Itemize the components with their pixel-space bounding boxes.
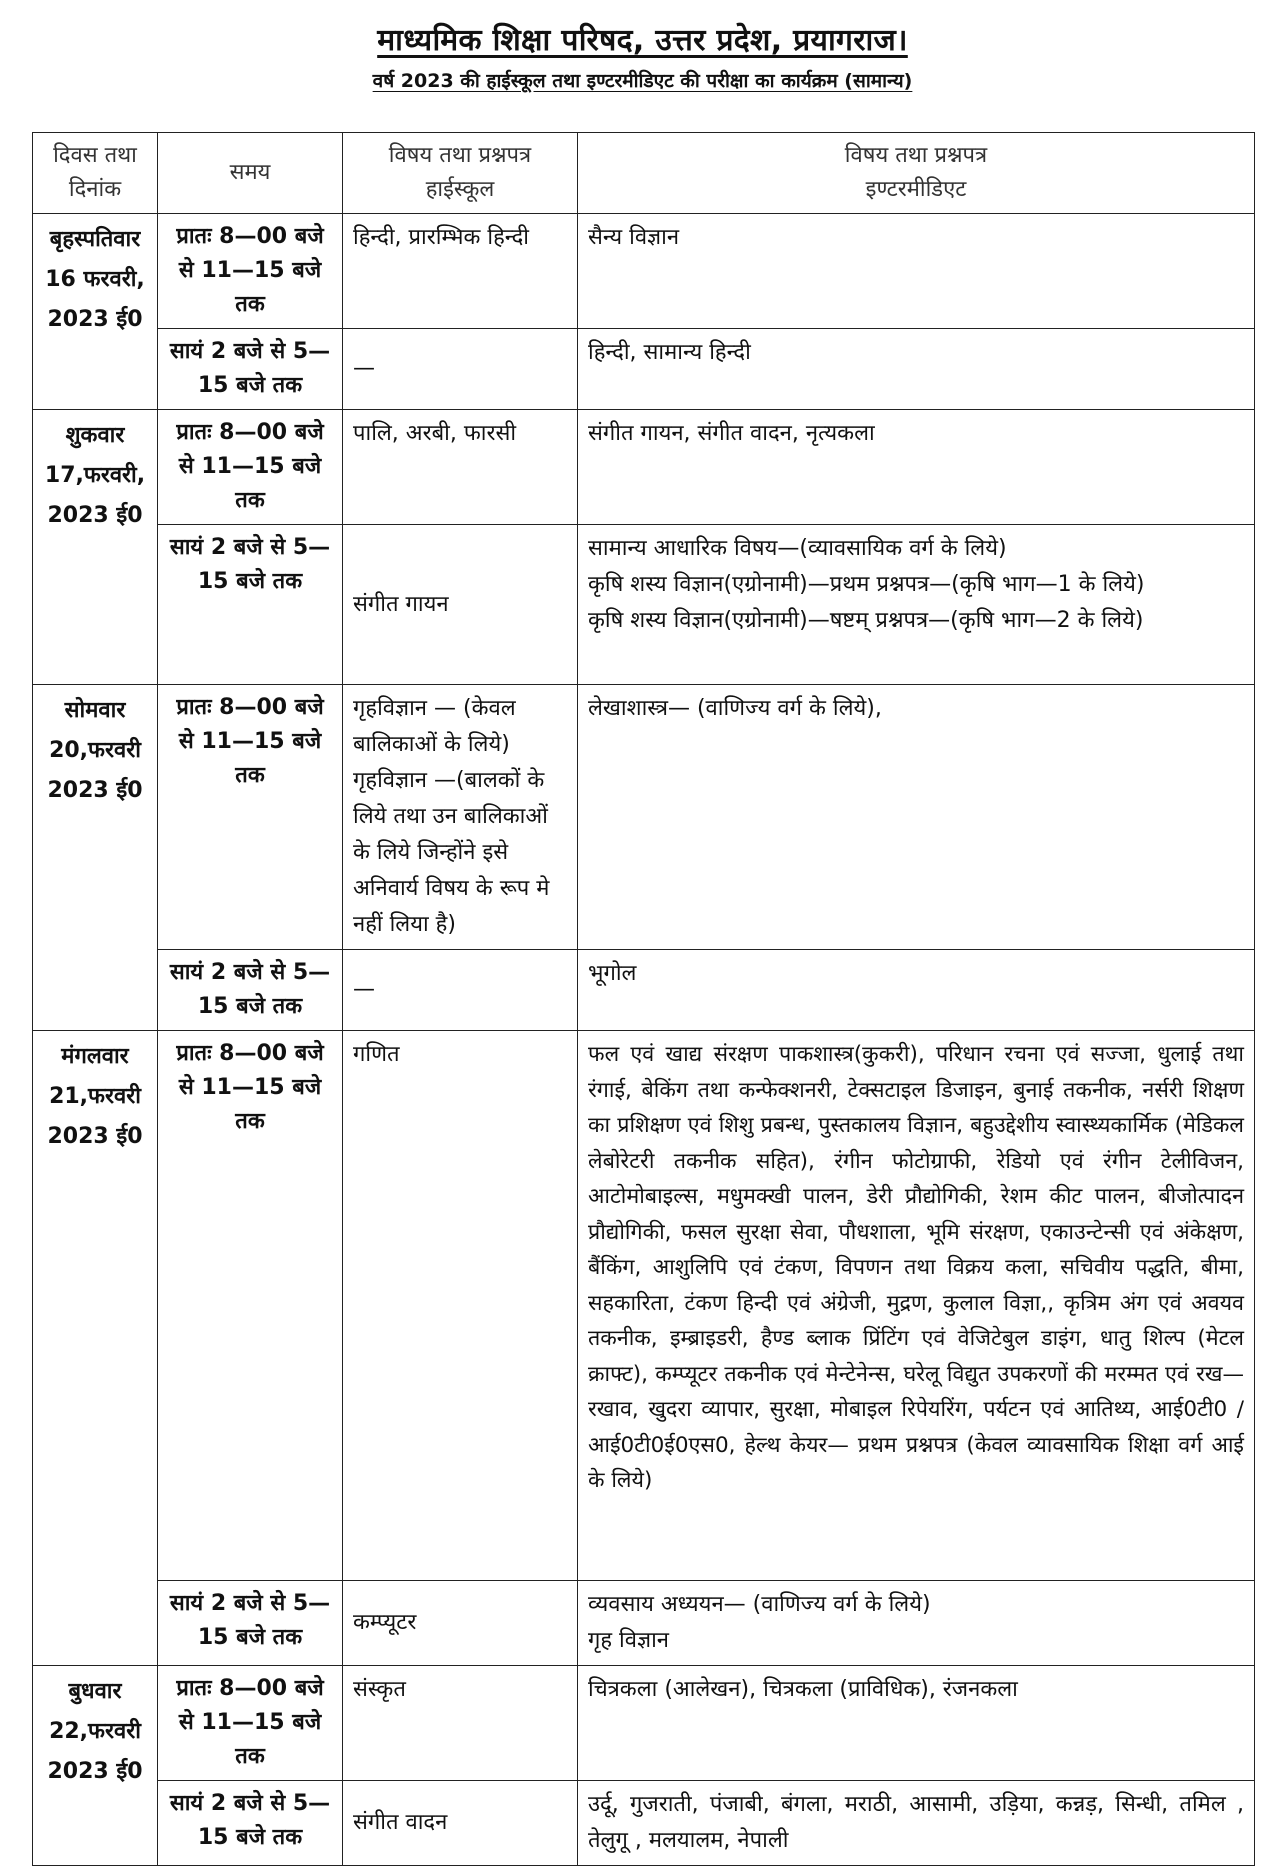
intermediate-subject-cell: उर्दू, गुजराती, पंजाबी, बंगला, मराठी, आसामी, उड़िया, कन्नड़, सिन्धी, तमिल , तेलुगू , मलयालम, नेपाली bbox=[578, 1781, 1255, 1866]
column-header-highschool-line2: हाईस्कूल bbox=[425, 177, 495, 202]
table-row bbox=[33, 410, 1255, 525]
page-title: माध्यमिक शिक्षा परिषद, उत्तर प्रदेश, प्रयागराज। bbox=[377, 23, 908, 58]
table-row bbox=[33, 685, 1255, 950]
column-header-intermediate-line1: विषय तथा प्रश्नपत्र bbox=[844, 143, 988, 168]
column-header-time: समय bbox=[158, 133, 343, 214]
highschool-subject-cell: — bbox=[343, 950, 578, 1031]
table-row bbox=[33, 950, 1255, 1031]
exam-schedule-table bbox=[32, 132, 1255, 1866]
table-header-row bbox=[33, 133, 1255, 214]
table-row bbox=[33, 214, 1255, 329]
table-row bbox=[33, 1031, 1255, 1581]
column-header-highschool-line1: विषय तथा प्रश्नपत्र bbox=[388, 143, 532, 168]
highschool-subject-cell: कम्प्यूटर bbox=[343, 1581, 578, 1666]
time-cell-morning: प्रातः 8—00 बजे से 11—15 बजे तक bbox=[158, 410, 343, 525]
time-cell-morning: प्रातः 8—00 बजे से 11—15 बजे तक bbox=[158, 214, 343, 329]
highschool-subject-line: गृहविज्ञान — (केवल बालिकाओं के लिये) bbox=[353, 696, 516, 757]
table-row bbox=[33, 1581, 1255, 1666]
time-cell-evening: सायं 2 बजे से 5—15 बजे तक bbox=[158, 1581, 343, 1666]
intermediate-subject-cell bbox=[578, 525, 1255, 685]
highschool-subject-cell: संगीत वादन bbox=[343, 1781, 578, 1866]
column-header-intermediate bbox=[578, 133, 1255, 214]
table-row bbox=[33, 525, 1255, 685]
day-date-cell: बुधवार 22,फरवरी 2023 ई0 bbox=[33, 1666, 158, 1866]
highschool-subject-cell: — bbox=[343, 329, 578, 410]
highschool-subject-cell: गणित bbox=[343, 1031, 578, 1581]
table-row bbox=[33, 329, 1255, 410]
intermediate-subject-cell: फल एवं खाद्य संरक्षण पाकशास्त्र(कुकरी), परिधान रचना एवं सज्जा, धुलाई तथा रंगाई, बेकिंग तथा कन्फेक्शनरी, टेक्सटाइल डिजाइन, बुनाई तकनीक, नर्सरी शिक्षण का प्रशिक्षण एवं शिशु प्रबन्ध, पुस्तकालय विज्ञान, बहुउद्देशीय स्वास्थ्यकार्मिक (मेडिकल लेबोरेटरी तकनीक सहित), रंगीन फोटोग्राफी, रेडियो एवं रंगीन टेलीविजन, आटोमोबाइल्स, मधुमक्खी पालन, डेरी प्रौद्योगिकी, रेशम कीट पालन, बीजोत्पादन प्रौद्योगिकी, फसल सुरक्षा सेवा, पौधशाला, भूमि संरक्षण, एकाउन्टेन्सी एवं अंकेक्षण, बैंकिंग, आशुलिपि एवं टंकण, विपणन तथा विक्रय कला, सचिवीय पद्धति, बीमा, सहकारिता, टंकण हिन्दी एवं अंग्रेजी, मुद्रण, कुलाल विज्ञा,, कृत्रिम अंग एवं अवयव तकनीक, इम्ब्राइडरी, हैण्ड ब्लाक प्रिंटिंग एवं वेजिटेबुल डाइंग, धातु शिल्प (मेटल क्राफ्ट), कम्प्यूटर तकनीक एवं मेन्टेनेन्स, घरेलू विद्युत उपकरणों की मरम्मत एवं रख—रखाव, खुदरा व्यापार, सुरक्षा, मोबाइल रिपेयरिंग, पर्यटन एवं आतिथ्य, आई0टी0 / आई0टी0ई0एस0, हेल्थ केयर— प्रथम प्रश्नपत्र (केवल व्यावसायिक शिक्षा वर्ग आई के लिये) bbox=[578, 1031, 1255, 1581]
time-cell-evening: सायं 2 बजे से 5—15 बजे तक bbox=[158, 950, 343, 1031]
intermediate-subject-line: कृषि शस्य विज्ञान(एग्रोनामी)—प्रथम प्रश्नपत्र—(कृषि भाग—1 के लिये) bbox=[588, 572, 1145, 597]
table-row bbox=[33, 1666, 1255, 1781]
document-header bbox=[0, 18, 1285, 93]
intermediate-subject-cell: हिन्दी, सामान्य हिन्दी bbox=[578, 329, 1255, 410]
intermediate-subject-cell: लेखाशास्त्र— (वाणिज्य वर्ग के लिये), bbox=[578, 685, 1255, 950]
highschool-subject-cell bbox=[343, 685, 578, 950]
column-header-highschool bbox=[343, 133, 578, 214]
intermediate-subject-cell: सैन्य विज्ञान bbox=[578, 214, 1255, 329]
time-cell-evening: सायं 2 बजे से 5—15 बजे तक bbox=[158, 525, 343, 685]
intermediate-subject-line: व्यवसाय अध्ययन— (वाणिज्य वर्ग के लिये) bbox=[588, 1592, 931, 1617]
time-cell-evening: सायं 2 बजे से 5—15 बजे तक bbox=[158, 329, 343, 410]
time-cell-morning: प्रातः 8—00 बजे से 11—15 बजे तक bbox=[158, 1031, 343, 1581]
highschool-subject-cell: संस्कृत bbox=[343, 1666, 578, 1781]
page-subtitle: वर्ष 2023 की हाईस्कूल तथा इण्टरमीडिएट की परीक्षा का कार्यक्रम (सामान्य) bbox=[372, 70, 913, 92]
time-cell-evening: सायं 2 बजे से 5—15 बजे तक bbox=[158, 1781, 343, 1866]
column-header-date: दिवस तथा दिनांक bbox=[33, 133, 158, 214]
time-cell-morning: प्रातः 8—00 बजे से 11—15 बजे तक bbox=[158, 685, 343, 950]
highschool-subject-cell: पालि, अरबी, फारसी bbox=[343, 410, 578, 525]
time-cell-morning: प्रातः 8—00 बजे से 11—15 बजे तक bbox=[158, 1666, 343, 1781]
intermediate-subject-line: सामान्य आधारिक विषय—(व्यावसायिक वर्ग के लिये) bbox=[588, 536, 1007, 561]
highschool-subject-cell: संगीत गायन bbox=[343, 525, 578, 685]
intermediate-subject-cell: संगीत गायन, संगीत वादन, नृत्यकला bbox=[578, 410, 1255, 525]
day-date-cell: सोमवार 20,फरवरी 2023 ई0 bbox=[33, 685, 158, 1031]
day-date-cell: बृहस्पतिवार 16 फरवरी, 2023 ई0 bbox=[33, 214, 158, 410]
intermediate-subject-line: गृह विज्ञान bbox=[588, 1628, 670, 1653]
day-date-cell: शुकवार 17,फरवरी, 2023 ई0 bbox=[33, 410, 158, 685]
intermediate-subject-line: कृषि शस्य विज्ञान(एग्रोनामी)—षष्टम् प्रश्नपत्र—(कृषि भाग—2 के लिये) bbox=[588, 608, 1144, 633]
intermediate-subject-cell: भूगोल bbox=[578, 950, 1255, 1031]
highschool-subject-cell: हिन्दी, प्रारम्भिक हिन्दी bbox=[343, 214, 578, 329]
highschool-subject-line: गृहविज्ञान —(बालकों के लिये तथा उन बालिकाओं के लिये जिन्होंने इसे अनिवार्य विषय के रूप मे नहीं लिया है) bbox=[353, 768, 550, 937]
table-row bbox=[33, 1781, 1255, 1866]
day-date-cell: मंगलवार 21,फरवरी 2023 ई0 bbox=[33, 1031, 158, 1666]
intermediate-subject-cell bbox=[578, 1581, 1255, 1666]
column-header-intermediate-line2: इण्टरमीडिएट bbox=[865, 177, 967, 202]
intermediate-subject-cell: चित्रकला (आलेखन), चित्रकला (प्राविधिक), रंजनकला bbox=[578, 1666, 1255, 1781]
